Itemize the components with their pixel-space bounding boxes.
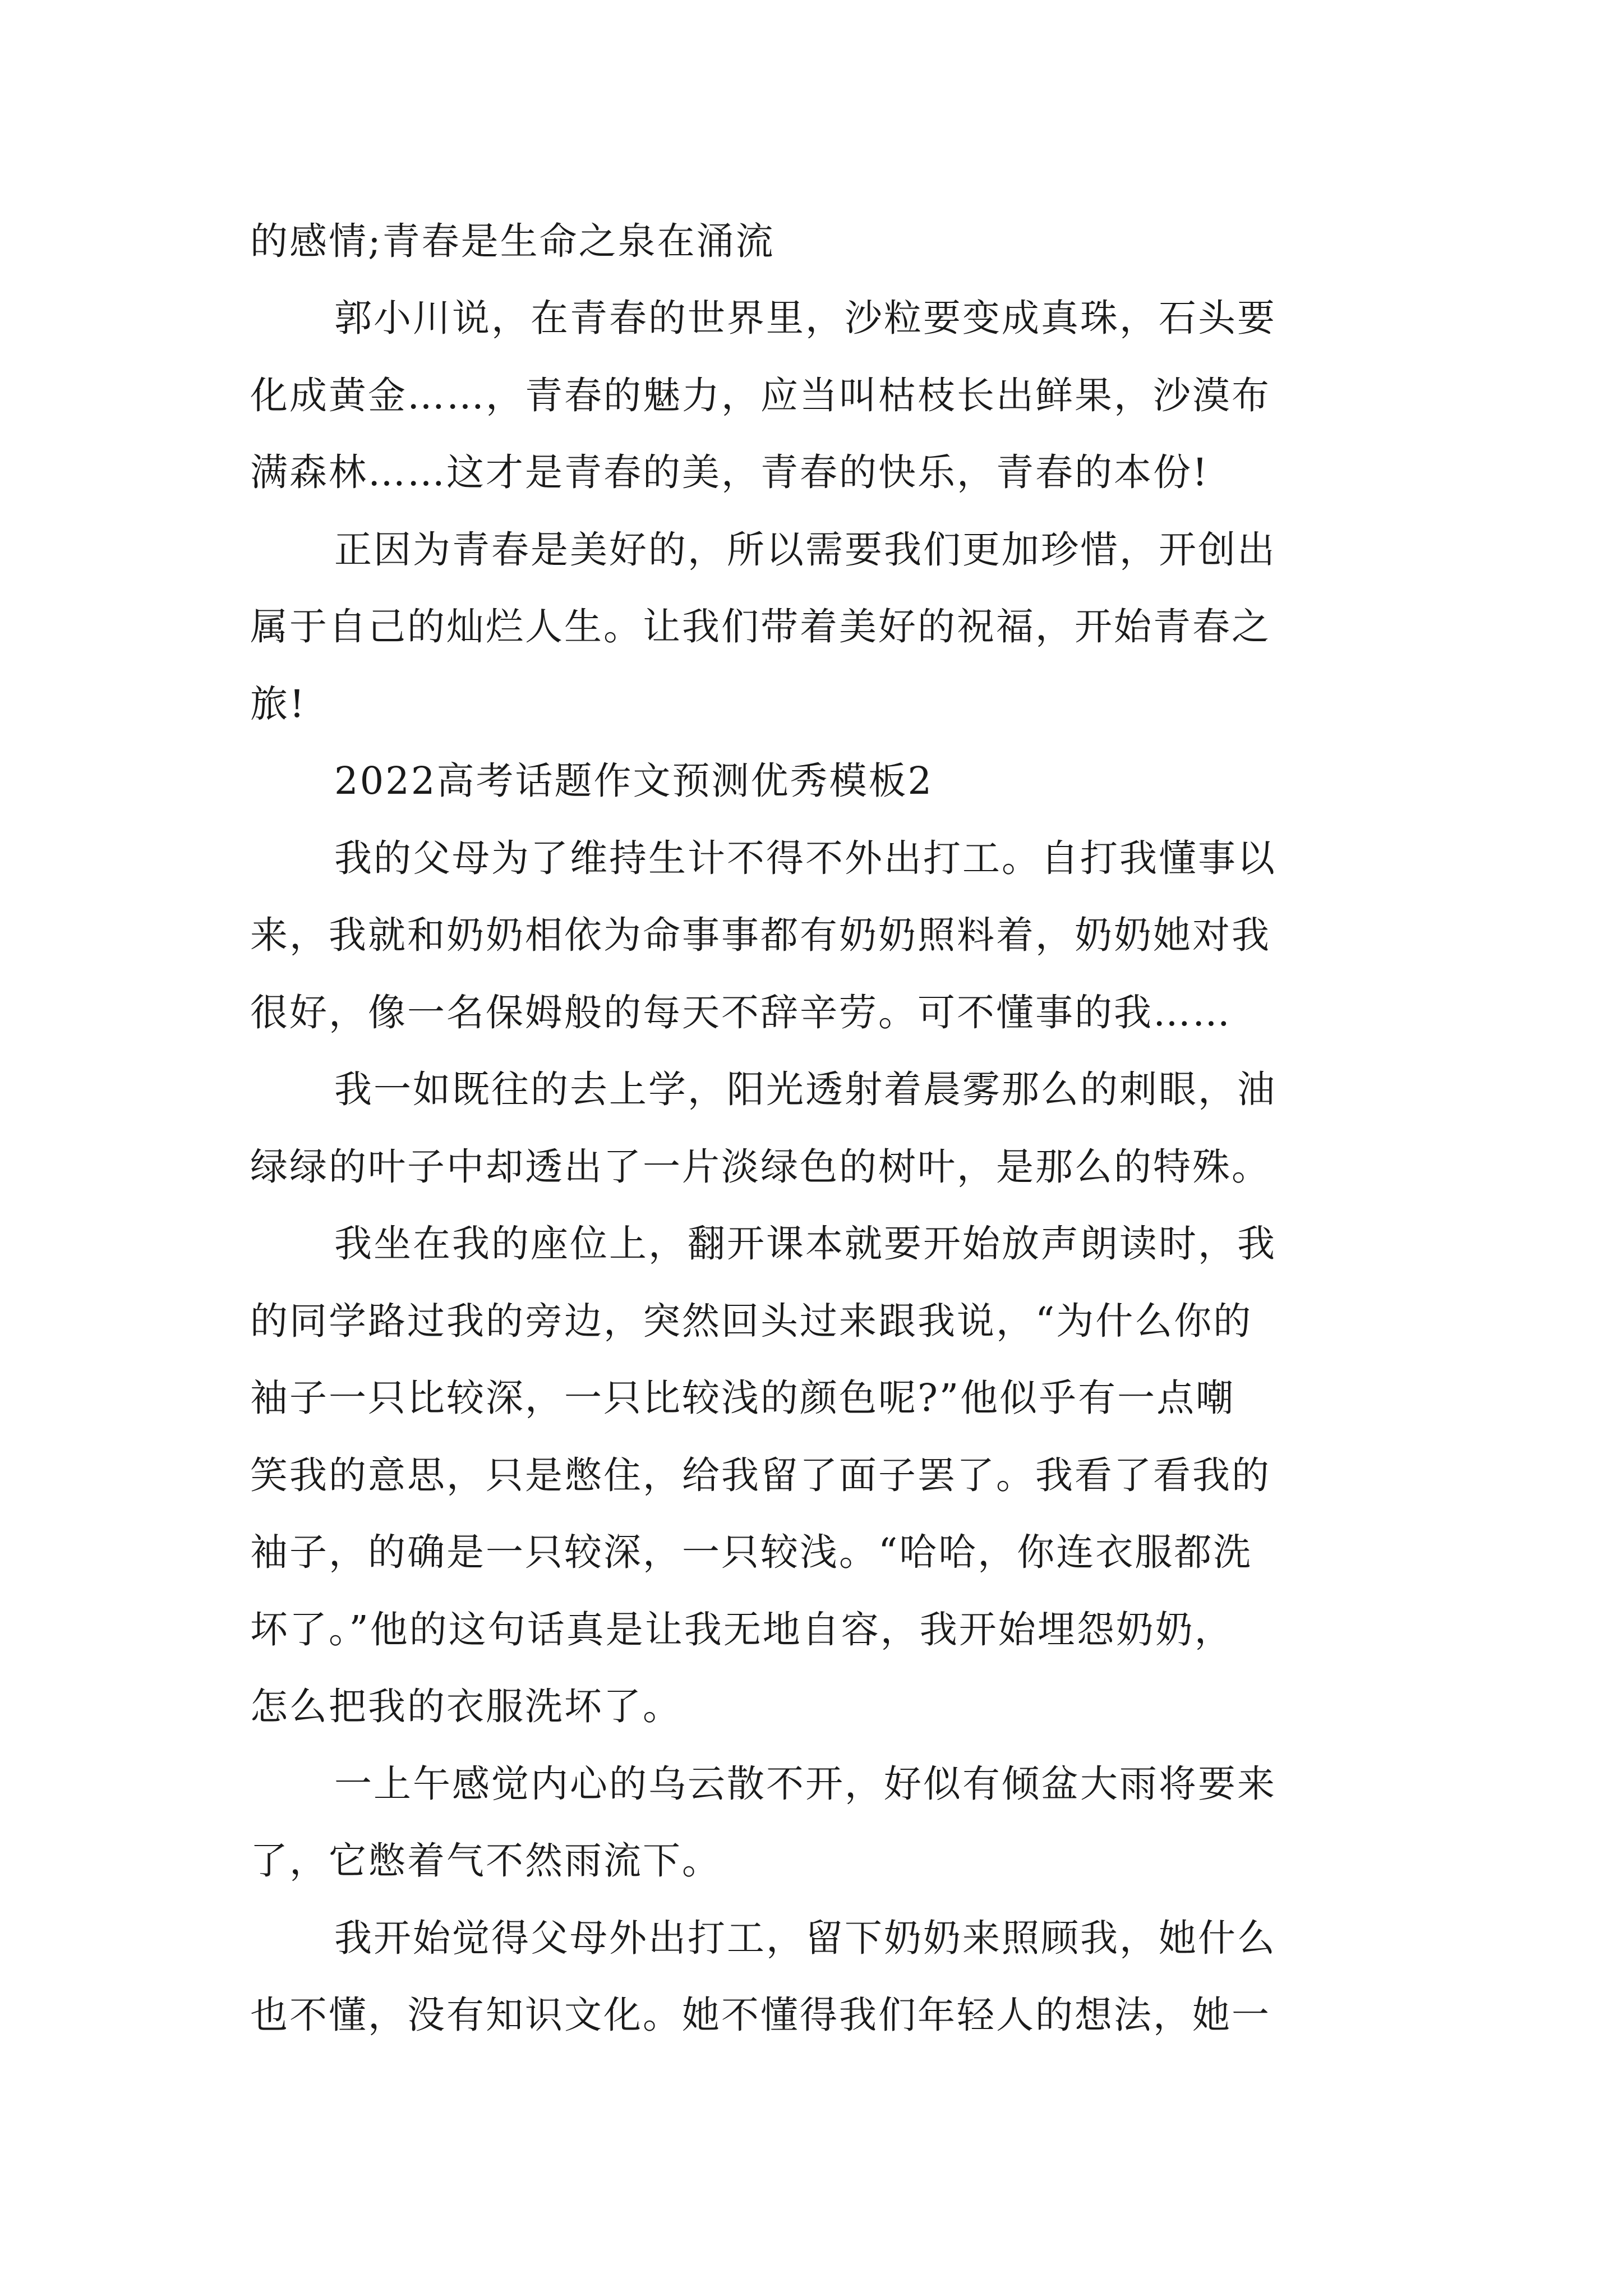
text-line: 坏了。”他的这句话真是让我无地自容，我开始埋怨奶奶，	[250, 1608, 1234, 1651]
text-line: 很好，像一名保姆般的每天不辞辛劳。可不懂事的我……	[250, 991, 1232, 1034]
text-line: 郭小川说，在青春的世界里，沙粒要变成真珠，石头要	[334, 296, 1276, 340]
text-line: 满森林……这才是青春的美，青春的快乐，青春的本份!	[250, 450, 1209, 494]
text-line: 笑我的意思，只是憋住，给我留了面子罢了。我看了看我的	[250, 1453, 1271, 1497]
text-line: 的同学路过我的旁边，突然回头过来跟我说，“为什么你的	[250, 1299, 1253, 1343]
text-line: 我的父母为了维持生计不得不外出打工。自打我懂事以	[334, 836, 1276, 880]
text-line: 一上午感觉内心的乌云散不开，好似有倾盆大雨将要来	[334, 1762, 1276, 1806]
text-line: 袖子，的确是一只较深，一只较浅。“哈哈，你连衣服都洗	[250, 1530, 1253, 1574]
text-line: 来，我就和奶奶相依为命事事都有奶奶照料着，奶奶她对我	[250, 913, 1271, 957]
text-line: 绿绿的叶子中却透出了一片淡绿色的树叶，是那么的特殊。	[250, 1145, 1271, 1189]
text-line: 怎么把我的衣服洗坏了。	[250, 1685, 682, 1728]
text-line: 正因为青春是美好的，所以需要我们更加珍惜，开创出	[334, 528, 1276, 572]
text-line: 我一如既往的去上学，阳光透射着晨雾那么的刺眼，油	[334, 1068, 1276, 1111]
text-line: 旅!	[250, 682, 306, 726]
text-line: 我开始觉得父母外出打工，留下奶奶来照顾我，她什么	[334, 1916, 1276, 1960]
text-line: 袖子一只比较深，一只比较浅的颜色呢?”他似乎有一点嘲	[250, 1376, 1235, 1420]
text-line: 也不懂，没有知识文化。她不懂得我们年轻人的想法，她一	[250, 1993, 1271, 2037]
text-line: 化成黄金……，青春的魅力，应当叫枯枝长出鲜果，沙漠布	[250, 374, 1271, 417]
text-line: 了，它憋着气不然雨流下。	[250, 1839, 721, 1883]
section-heading: 2022高考话题作文预测优秀模板2	[334, 759, 934, 803]
text-line: 我坐在我的座位上，翻开课本就要开始放声朗读时，我	[334, 1222, 1276, 1266]
text-line: 的感情;青春是生命之泉在涌流	[250, 219, 775, 263]
text-line: 属于自己的灿烂人生。让我们带着美好的祝福，开始青春之	[250, 605, 1271, 648]
